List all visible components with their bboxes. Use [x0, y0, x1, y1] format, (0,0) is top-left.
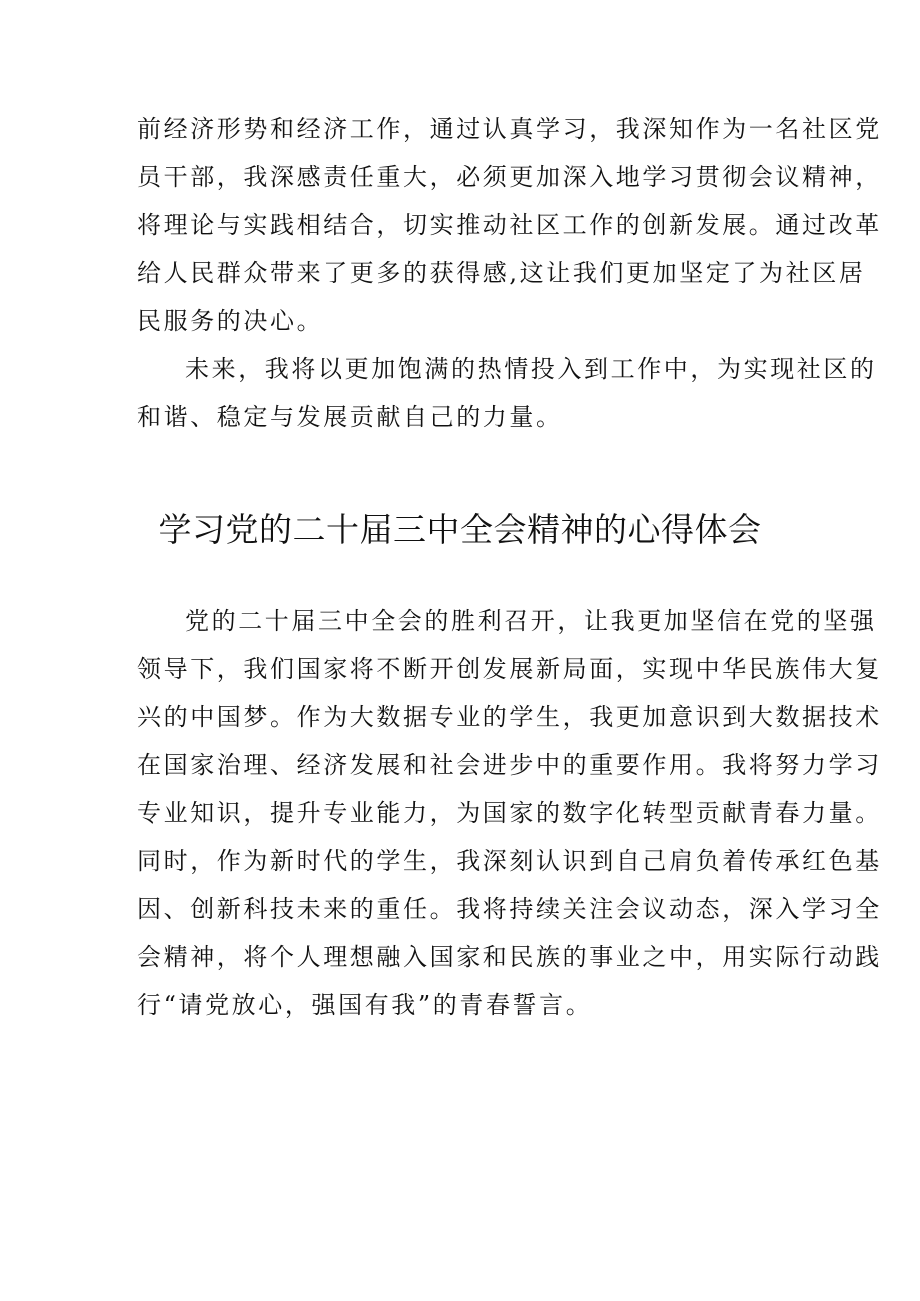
paragraph-line: 给人民群众带来了更多的获得感,这让我们更加坚定了为社区居 — [137, 259, 866, 287]
section-title: 学习党的二十届三中全会精神的心得体会 — [158, 510, 762, 549]
paragraph-line: 领导下，我们国家将不断开创发展新局面，实现中华民族伟大复 — [137, 655, 882, 683]
paragraph-line: 未来，我将以更加饱满的热情投入到工作中，为实现社区的 — [185, 355, 877, 383]
paragraph-line: 和谐、稳定与发展贡献自己的力量。 — [137, 403, 563, 431]
paragraph-line: 员干部，我深感责任重大，必须更加深入地学习贯彻会议精神， — [137, 163, 882, 191]
paragraph-line: 同时，作为新时代的学生，我深刻认识到自己肩负着传承红色基 — [137, 847, 882, 875]
paragraph-line: 专业知识，提升专业能力，为国家的数字化转型贡献青春力量。 — [137, 799, 882, 827]
paragraph-line: 党的二十届三中全会的胜利召开，让我更加坚信在党的坚强 — [185, 607, 877, 635]
paragraph-line: 将理论与实践相结合，切实推动社区工作的创新发展。通过改革 — [137, 211, 882, 239]
paragraph-line: 会精神，将个人理想融入国家和民族的事业之中，用实际行动践 — [137, 943, 882, 971]
paragraph-line: 行“请党放心，强国有我”的青春誓言。 — [137, 991, 593, 1019]
paragraph-line: 兴的中国梦。作为大数据专业的学生，我更加意识到大数据技术 — [137, 703, 882, 731]
paragraph-line: 因、创新科技未来的重任。我将持续关注会议动态，深入学习全 — [137, 895, 882, 923]
paragraph-line: 在国家治理、经济发展和社会进步中的重要作用。我将努力学习 — [137, 751, 882, 779]
paragraph-line: 前经济形势和经济工作，通过认真学习，我深知作为一名社区党 — [137, 115, 882, 143]
paragraph-line: 民服务的决心。 — [137, 307, 324, 335]
